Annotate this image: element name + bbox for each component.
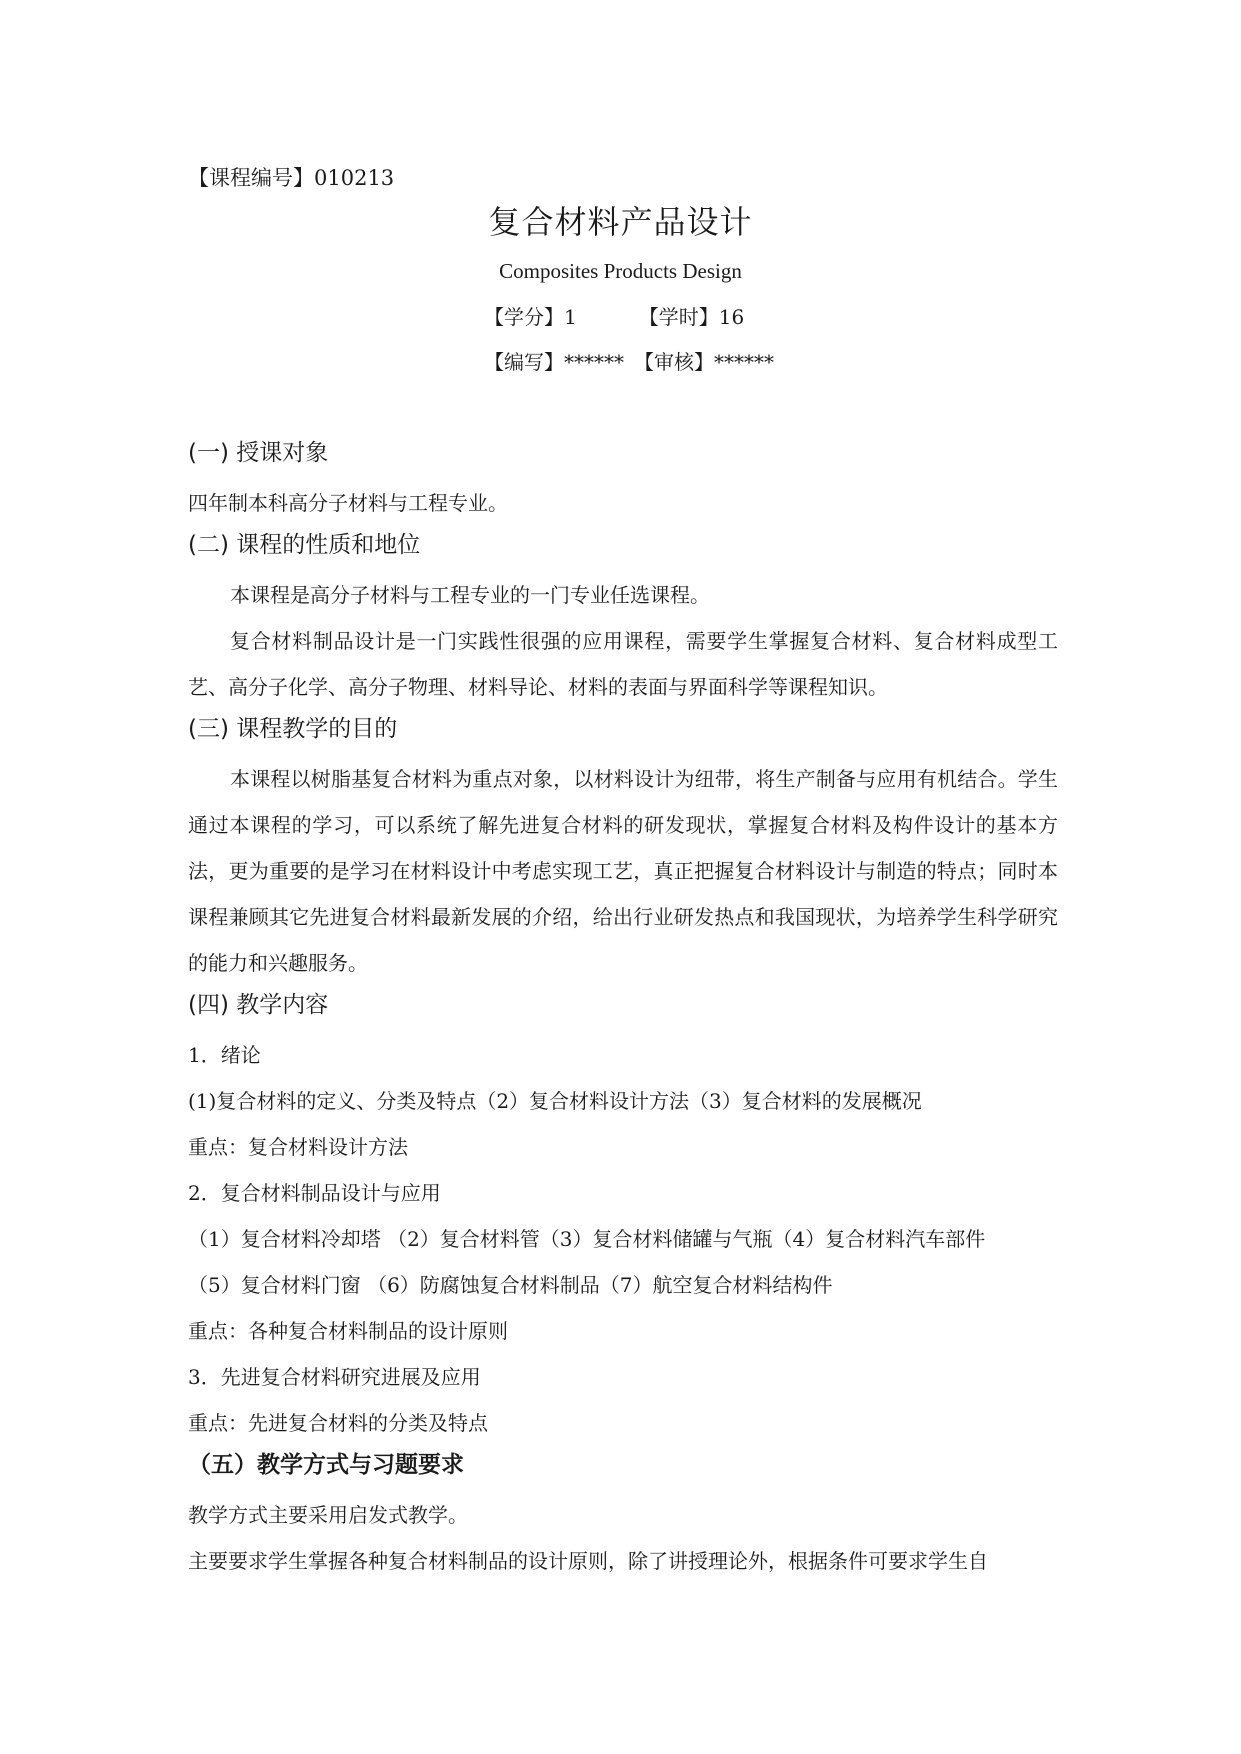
section-heading-1: (一) 授课对象	[188, 440, 329, 466]
item-2-title: 2．复合材料制品设计与应用	[188, 1181, 441, 1205]
item-3-title: 3．先进复合材料研究进展及应用	[188, 1365, 481, 1389]
reviewer: 【审核】******	[634, 350, 774, 374]
section-3-para-1: 本课程以树脂基复合材料为重点对象，以材料设计为纽带，将生产制备与应用有机结合。学生通过本课程的学习，可以系统了解先进复合材料的研发现状，掌握复合材料及构件设计的基本方法，更为重要的是学习在材料设计中考虑实现工艺，真正把握复合材料设计与制造的特点；同时本课程兼顾其它先进复合材料最新发展的介绍，给出行业研发热点和我国现状，为培养学生科学研究的能力和兴趣服务。	[188, 767, 1058, 975]
author: 【编写】******	[484, 350, 624, 374]
item-2-content-2: （5）复合材料门窗 （6）防腐蚀复合材料制品（7）航空复合材料结构件	[188, 1273, 833, 1297]
item-1-content: (1)复合材料的定义、分类及特点（2）复合材料设计方法（3）复合材料的发展概况	[188, 1089, 922, 1113]
course-title-cn: 复合材料产品设计	[488, 203, 753, 241]
course-title-en: Composites Products Design	[499, 259, 742, 283]
item-1-key-point: 重点：复合材料设计方法	[188, 1135, 408, 1159]
course-code: 【课程编号】010213	[188, 166, 395, 190]
section-heading-2: (二) 课程的性质和地位	[188, 532, 421, 558]
item-2-content-1: （1）复合材料冷却塔 （2）复合材料管（3）复合材料储罐与气瓶（4）复合材料汽车部件	[188, 1227, 986, 1251]
item-2-key-point: 重点：各种复合材料制品的设计原则	[188, 1319, 508, 1343]
section-heading-3: (三) 课程教学的目的	[188, 716, 398, 742]
author-reviewer-line	[484, 347, 774, 377]
document-body	[188, 434, 1058, 1584]
section-heading-4: (四) 教学内容	[188, 992, 329, 1018]
item-1-title: 1．绪论	[188, 1043, 261, 1067]
credit: 【学分】1	[484, 305, 577, 329]
section-5-para-2: 主要要求学生掌握各种复合材料制品的设计原则，除了讲授理论外，根据条件可要求学生自	[188, 1549, 988, 1573]
section-5-para-1: 教学方式主要采用启发式教学。	[188, 1503, 468, 1527]
item-3-key-point: 重点：先进复合材料的分类及特点	[188, 1411, 488, 1435]
section-heading-5: （五）教学方式与习题要求	[188, 1452, 464, 1478]
section-2-para-1: 本课程是高分子材料与工程专业的一门专业任选课程。	[230, 583, 710, 607]
hours: 【学时】16	[638, 305, 745, 329]
section-2-para-2: 复合材料制品设计是一门实践性很强的应用课程，需要学生掌握复合材料、复合材料成型工艺、高分子化学、高分子物理、材料导论、材料的表面与界面科学等课程知识。	[188, 629, 1058, 699]
section-1-text: 四年制本科高分子材料与工程专业。	[188, 491, 508, 515]
credit-hours-line	[484, 302, 744, 332]
